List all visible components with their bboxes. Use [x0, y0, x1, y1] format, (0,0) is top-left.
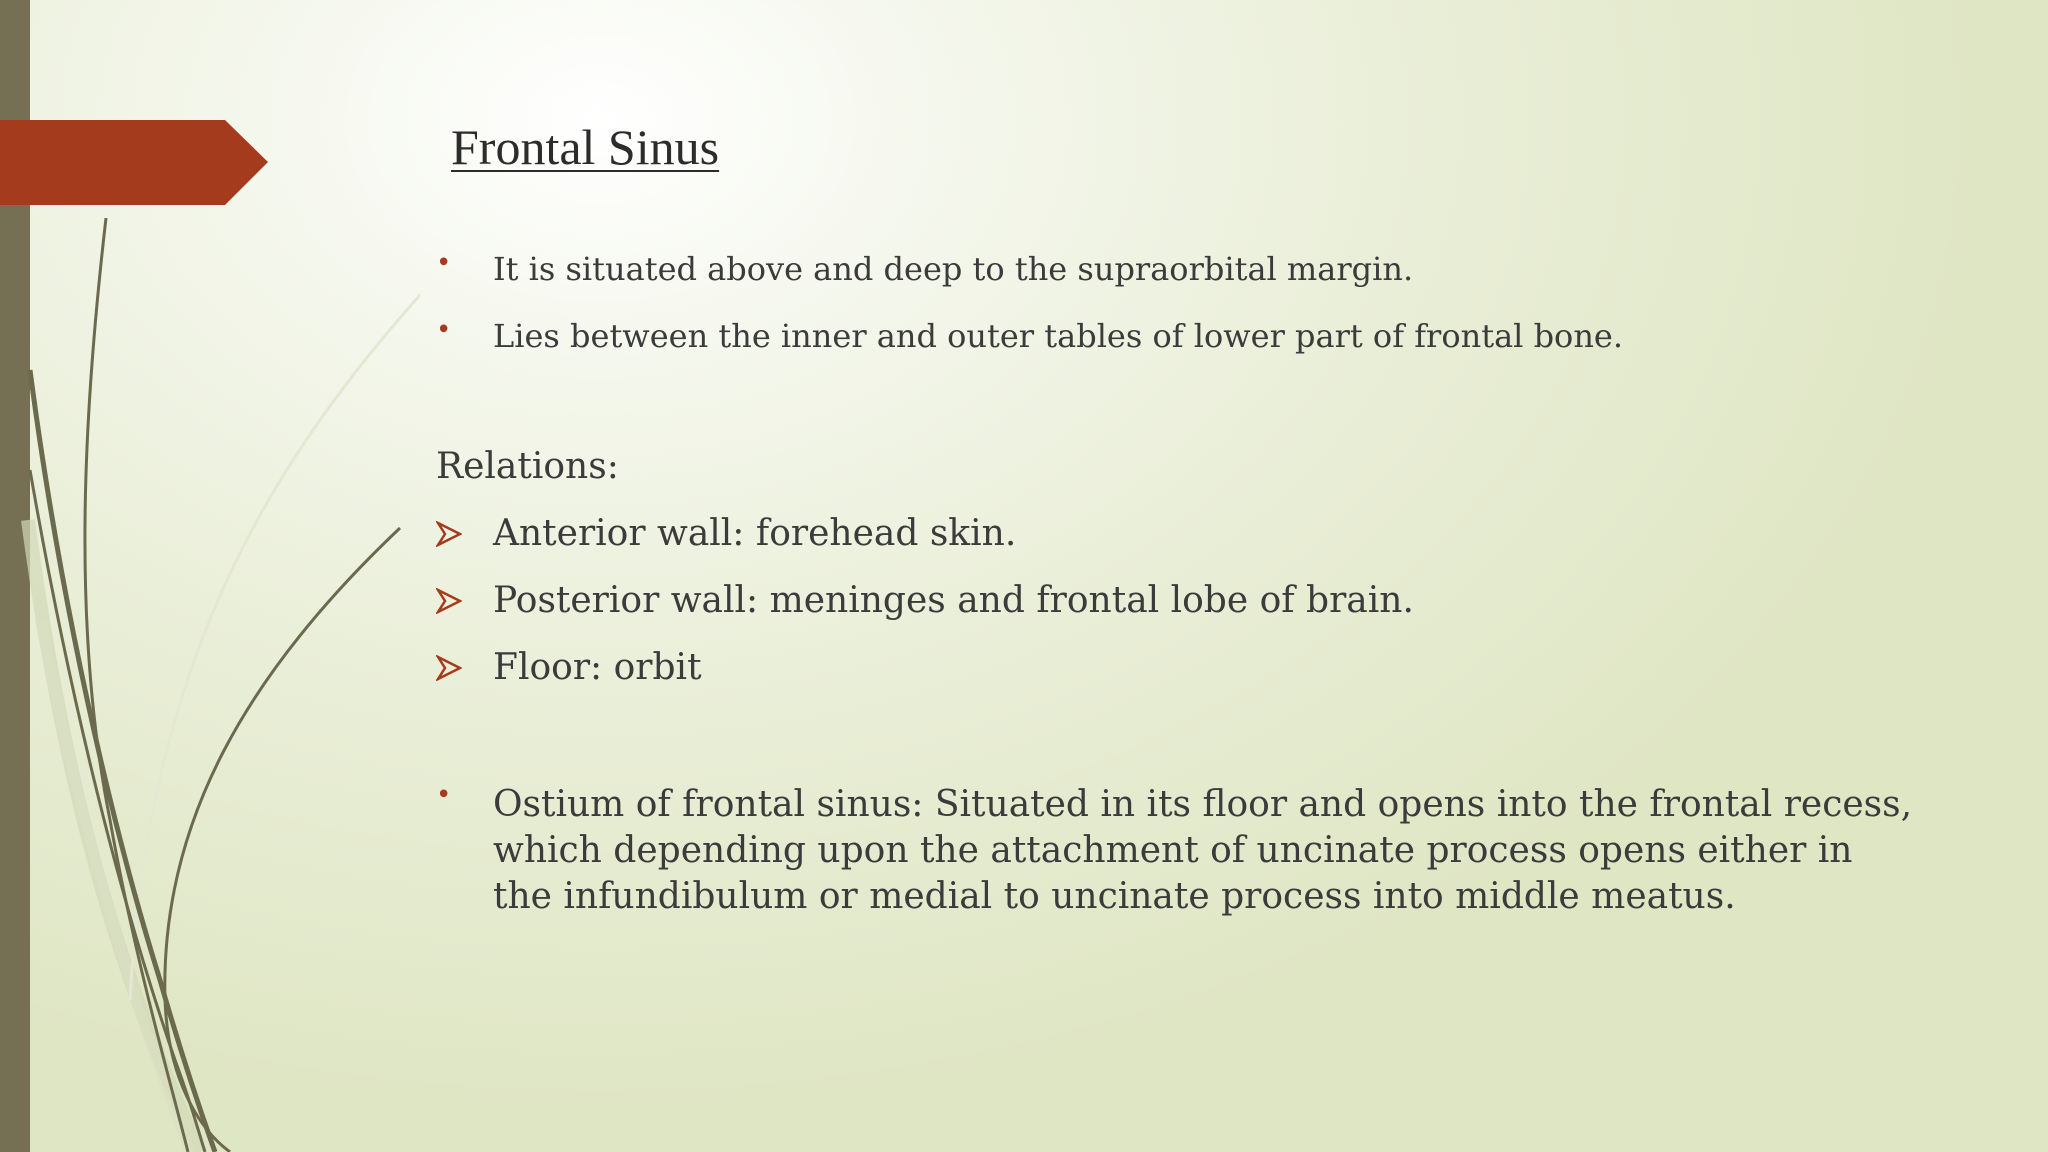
arrow-bullet-icon	[436, 521, 462, 547]
relation-text: Floor: orbit	[493, 647, 702, 688]
bullet-text: It is situated above and deep to the supraorbital margin.	[493, 250, 1414, 288]
bullet-dot-icon: •	[436, 248, 452, 278]
arrow-bullet-icon	[436, 655, 462, 681]
title-accent-tab	[0, 120, 268, 205]
arrow-bullet-icon	[436, 588, 462, 614]
slide-title: Frontal Sinus	[451, 119, 720, 175]
ostium-text: Ostium of frontal sinus: Situated in its floor and opens into the frontal recess, which depending upon the attachment of uncinate process opens either in the infundibulum or medial to uncinate process into middle meatus.	[493, 784, 1913, 917]
bullet-dot-icon: •	[436, 780, 452, 810]
relations-heading: Relations:	[436, 446, 619, 487]
relation-text: Posterior wall: meninges and frontal lobe of brain.	[493, 580, 1414, 621]
bullet-dot-icon: •	[436, 315, 452, 345]
bullet-text: Lies between the inner and outer tables of lower part of frontal bone.	[493, 317, 1624, 355]
relation-text: Anterior wall: forehead skin.	[493, 513, 1017, 554]
